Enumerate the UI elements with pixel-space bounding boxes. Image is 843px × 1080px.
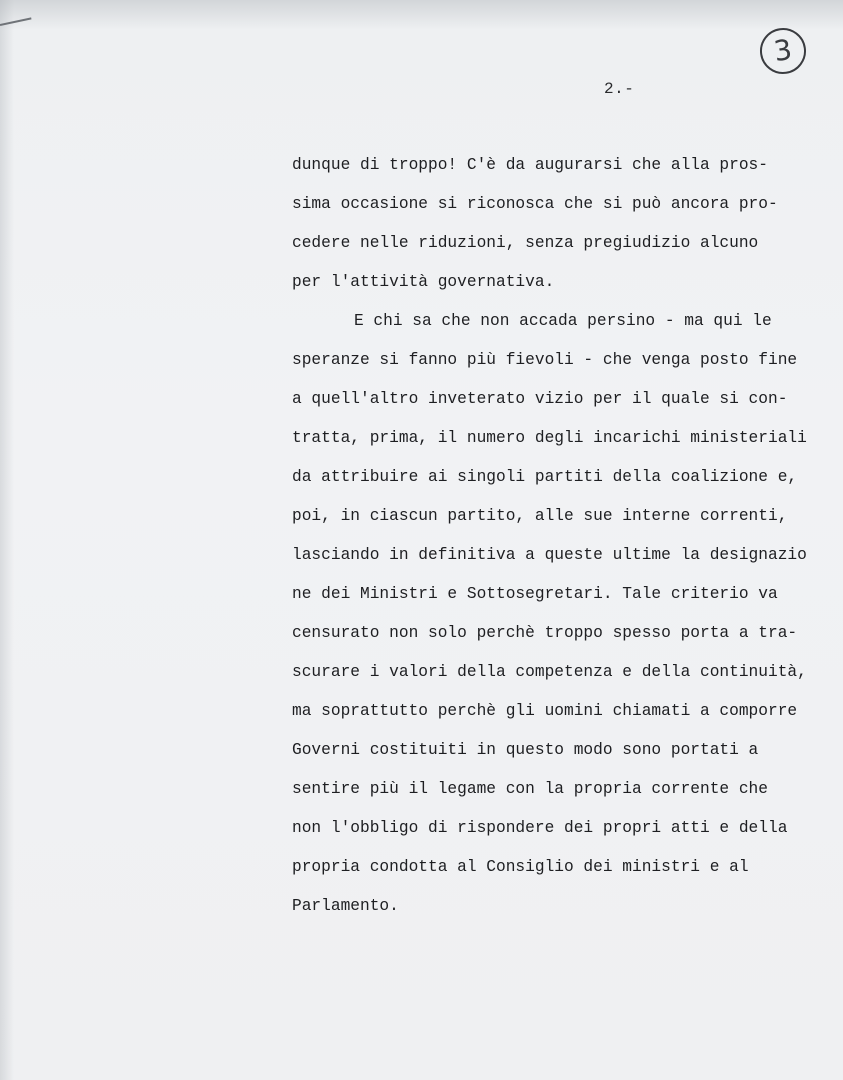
text-line: Parlamento. <box>292 897 399 915</box>
handwritten-page-number-text: 3 <box>771 32 795 69</box>
text-line: dunque di troppo! C'è da augurarsi che alla pros- <box>292 156 768 174</box>
text-line: per l'attività governativa. <box>292 273 555 291</box>
page-left-edge <box>0 0 14 1080</box>
text-line: propria condotta al Consiglio dei ministri e al <box>292 858 749 876</box>
text-line: non l'obbligo di rispondere dei propri atti e della <box>292 819 788 837</box>
handwritten-page-number <box>757 25 809 77</box>
page-top-shadow <box>0 0 843 30</box>
text-line: cedere nelle riduzioni, senza pregiudizio alcuno <box>292 234 759 252</box>
text-line: ma soprattutto perchè gli uomini chiamati a comporre <box>292 702 798 720</box>
text-line: speranze si fanno più fievoli - che venga posto fine <box>292 351 798 369</box>
text-line: Governi costituiti in questo modo sono portati a <box>292 741 759 759</box>
text-line: scurare i valori della competenza e della continuità, <box>292 663 807 681</box>
text-line: sentire più il legame con la propria corrente che <box>292 780 768 798</box>
text-line: tratta, prima, il numero degli incarichi ministeriali <box>292 429 807 447</box>
text-line: poi, in ciascun partito, alle sue interne correnti, <box>292 507 788 525</box>
text-line: E chi sa che non accada persino - ma qui le <box>354 312 772 330</box>
text-line: ne dei Ministri e Sottosegretari. Tale criterio va <box>292 585 778 603</box>
text-line: censurato non solo perchè troppo spesso porta a tra- <box>292 624 798 642</box>
text-line: lasciando in definitiva a queste ultime la designazio <box>292 546 807 564</box>
page-number: 2.- <box>604 80 635 98</box>
text-line: a quell'altro inveterato vizio per il quale si con- <box>292 390 788 408</box>
text-line: sima occasione si riconosca che si può ancora pro- <box>292 195 778 213</box>
text-line: da attribuire ai singoli partiti della coalizione e, <box>292 468 798 486</box>
